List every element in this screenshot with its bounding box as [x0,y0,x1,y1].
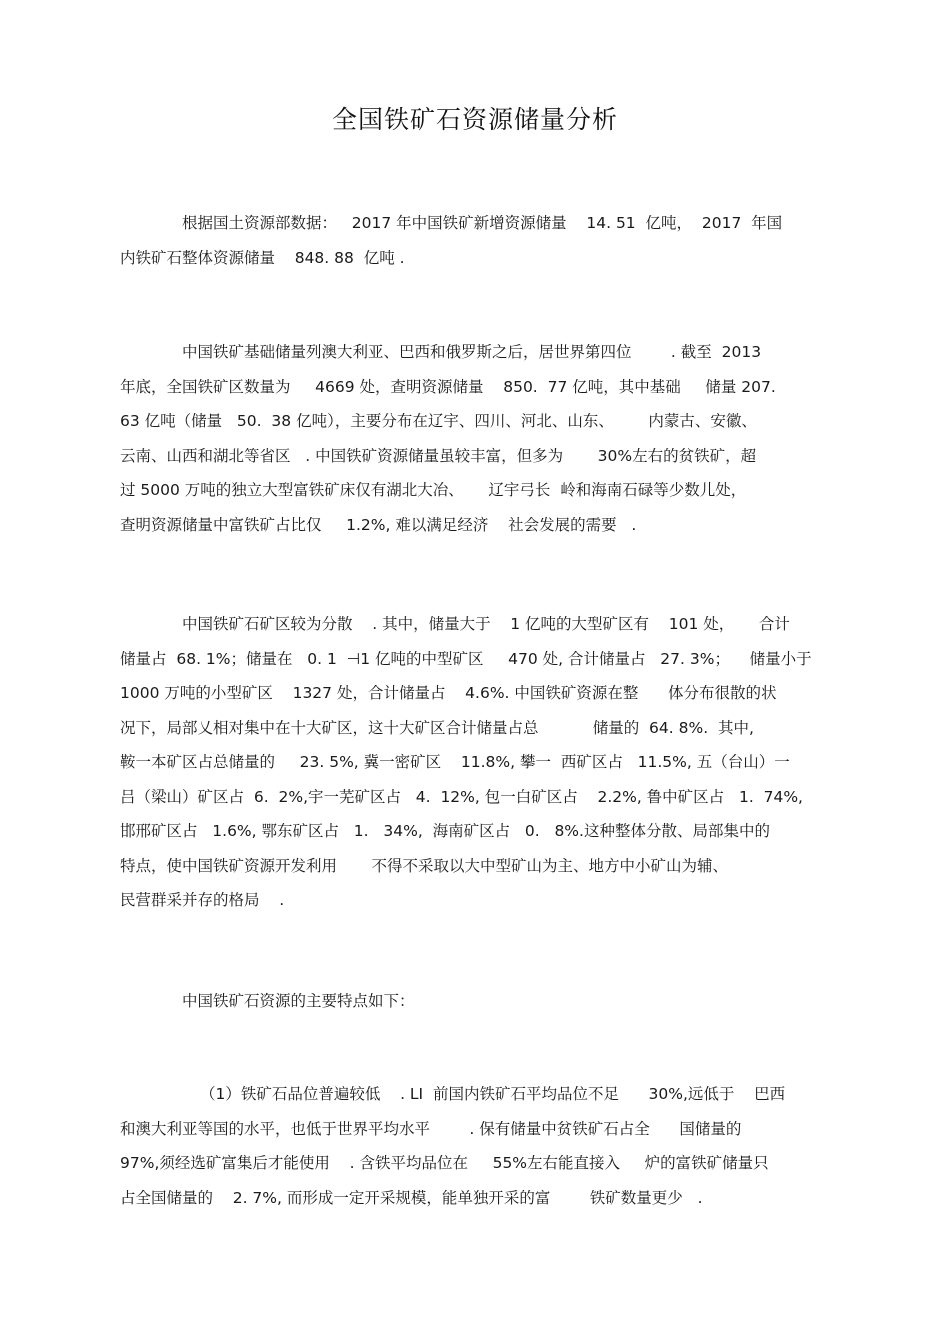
document-title: 全国铁矿石资源储量分析 [331,105,618,134]
paragraph-3 [120,607,832,918]
paragraph-line: 特点，使中国铁矿资源开发利用 不得不采取以大中型矿山为主、地方中小矿山为辅、 [120,856,728,875]
paragraph-line: 中国铁矿石资源的主要特点如下： [182,992,415,1010]
paragraph-line: 内铁矿石整体资源储量 848. 88 亿吨 . [120,248,405,267]
paragraph-line: 1000 万吨的小型矿区 1327 处，合计储量占 4.6%. 中国铁矿资源在整 体分布很散的状 [120,684,777,702]
paragraph-line: 鞍一本矿区占总储量的 23. 5%, 冀一密矿区 11.8%, 攀一 西矿区占 11.5%, 五（台山）一 [120,753,790,771]
paragraph-line: 云南、山西和湖北等省区 . 中国铁矿资源储量虽较丰富，但多为 30%左右的贫铁矿，超 [120,446,757,465]
paragraph-line: 年底，全国铁矿区数量为 4669 处，查明资源储量 850. 77 亿吨，其中基础 储量 207. [120,377,776,396]
paragraph-line: （1）铁矿石品位普遍较低 . LI 前国内铁矿石平均品位不足 30%,远低于 巴西 [200,1085,786,1103]
paragraph-line: 邯邢矿区占 1.6%, 鄂东矿区占 1. 34%, 海南矿区占 0. 8%.这种整体分散、局部集中的 [120,822,770,840]
paragraph-line: 和澳大利亚等国的水平，也低于世界平均水平 . 保有储量中贫铁矿石占全 国储量的 [120,1119,742,1138]
paragraph-line: 民营群采并存的格局 . [120,891,285,909]
paragraph-line: 吕（梁山）矿区占 6. 2%,宇一芜矿区占 4. 12%, 包一白矿区占 2.2%, 鲁中矿区占 1. 74%, [120,787,803,806]
paragraph-2 [120,335,832,542]
paragraph-5 [120,1077,832,1215]
paragraph-line: 中国铁矿基础储量列澳大利亚、巴西和俄罗斯之后，居世界第四位 . 截至 2013 [182,343,762,361]
paragraph-line: 占全国储量的 2. 7%, 而形成一定开采规模，能单独开采的富 铁矿数量更少 . [120,1188,703,1207]
paragraph-1 [120,206,832,275]
paragraph-line: 况下，局部乂相对集中在十大矿区，这十大矿区合计储量占总 储量的 64. 8%. 其中, [120,718,754,737]
paragraph-line: 过 5000 万吨的独立大型富铁矿床仅有湖北大冶、 辽宇弓长 岭和海南石碌等少数儿处， [120,481,747,499]
paragraph-line: 查明资源储量中富铁矿占比仅 1.2%, 难以满足经济 社会发展的需要 . [120,515,637,534]
paragraph-line: 97%,须经选矿富集后才能使用 . 含铁平均品位在 55%左右能直接入 炉的富铁矿储量只 [120,1154,769,1172]
paragraph-line: 中国铁矿石矿区较为分散 . 其中，储量大于 1 亿吨的大型矿区有 101 处， 合计 [182,615,790,633]
paragraph-line: 储量占 68. 1%；储量在 0. 1 ⊣1 亿吨的中型矿区 470 处, 合计储量占 27. 3%； 储量小于 [120,649,812,668]
paragraph-4 [120,984,832,1019]
paragraph-line: 根据国土资源部数据： 2017 年中国铁矿新增资源储量 14. 51 亿吨， 2017 年国 [182,214,783,232]
paragraph-line: 63 亿吨（储量 50. 38 亿吨），主要分布在辽宇、四川、河北、山东、 内蒙古、安徽、 [120,412,757,430]
